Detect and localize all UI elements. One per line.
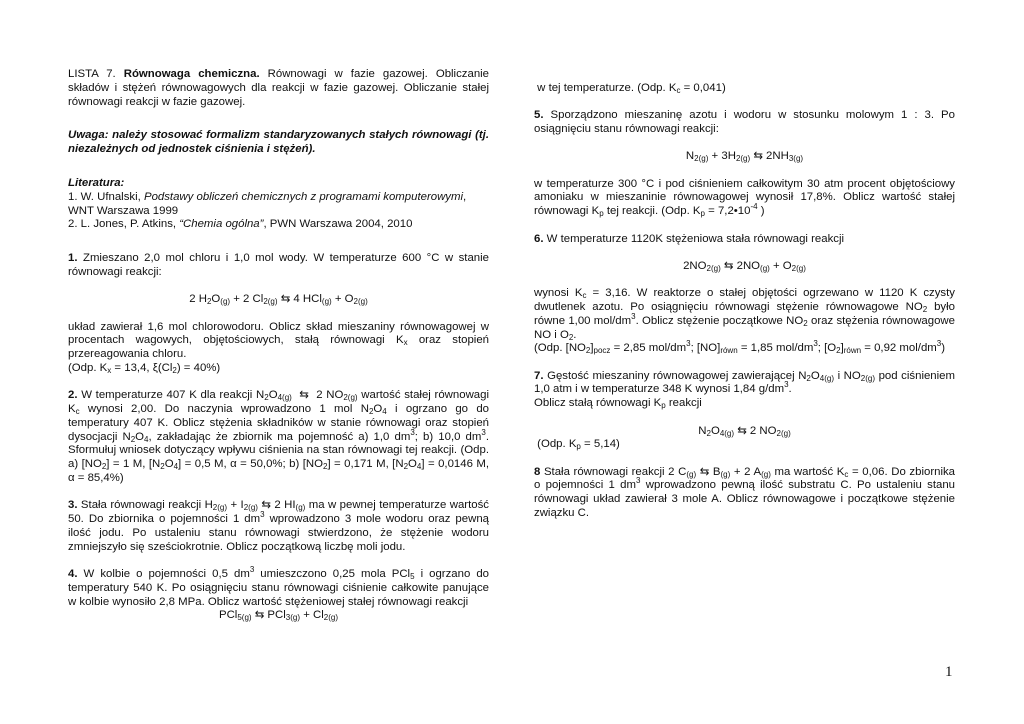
problem-1-text: układ zawierał 1,6 mol chlorowodoru. Oblicz skład mieszaniny równowagowej w procentach wagowych, objętościowych, stałą równowagi $K_x$ oraz stopień przereagowania chloru.: [68, 320, 490, 361]
problem-8: 8 Stała równowagi reakcji 2 $C_{(g)}$ ⇆ $B_{(g)} + 2$ $A_{(g)}$ ma wartość $K_c = 0,06$. Do zbiornika o pojemności 1 $dm^3$ wprowadzono pewną ilość substratu C. Po ustaleniu stanu równowagi układ zawierał 3 mole A. Oblicz równowagowe i początkowe stężenie związku C.: [534, 465, 956, 520]
problem-4-answer: w tej temperaturze. (Odp. $K_c = 0,041$): [537, 82, 726, 95]
problem-2: 2. W temperaturze 407 K dla reakcji $N_2O_{4(g)}$ ⇆ 2 $NO_{2(g)}$ wartość stałej równowagi $K_c$ wynosi 2,00. Do naczynia wprowadzono 1 mol $N_2O_4$ i ogrzano go do temperatury 407 K. Oblicz stężenia składników w stanie równowagi oraz stopień dysocjacji $N_2O_4$, zakładając że zbiornik ma pojemność a) 1,0 $dm^3$; b) 10,0 $dm^3$. Sformułuj wniosek dotyczący wpływu ciśnienia na stan równowagi tej reakcji. (Odp. a) $[NO_2] = 1$ M, $[N_2O_4] = 0,5$ M, α = 50,0%; b) $[NO_2] = 0,171$ M, $[N_2O_4] = 0,0146$ M, α = 85,4%): [68, 389, 489, 485]
equation-5: $N_{2(g)} + 3H_{2(g)}$ ⇆ $2NH_{3(g)}$: [685, 150, 804, 164]
problem-5-text: w temperaturze 300 °C i pod ciśnieniem całkowitym 30 atm procent objętościowy amoniaku w mieszaninie równowagowej wynosił 17,8%. Oblicz wartość stałej równowagi $K_p$ tej reakcji. (Odp. $K_p$ = $7,2•10^{-4}$ ): [534, 177, 955, 219]
problem-1-answer: (Odp. $K_x = 13,4$, $\xi(Cl_2) = 40\%$): [68, 361, 221, 375]
problem-3: 3. Stała równowagi reakcji $H_{2(g)} + I_{2(g)}$ ⇆ 2 $HI_{(g)}$ ma w pewnej temperaturze wartość 50. Do zbiornika o pojemności 1 $dm^3$ wprowadzono 3 mole wodoru oraz pewną ilość jodu. Po ustaleniu stanu równowagi stwierdzono, że stężenie wodoru zmniejszyło się sześciokrotnie. Oblicz początkową liczbę moli jodu.: [68, 499, 489, 553]
problem-6-text: wynosi $K_c = 3,16$. W reaktorze o stałej objętości ogrzewano w 1120 K czysty dwutlenek azotu. Po osiągnięciu równowagi stężenie równowagowe $NO_2$ było równe 1,00 mol/$dm^3$. Oblicz stężenie początkowe $NO_2$ oraz stężenia równowagowe NO i $O_2$. (Odp. $[NO_2]_{pocz} = 2,85$ mol/$dm^3$; $[NO]_{równ} = 1,85$ mol/$dm^3$; $[O_2]_{równ} = 0,92$ mol/$dm^3$): [534, 287, 955, 356]
right-column: [534, 82, 955, 521]
problem-7-answer: (Odp. $K_p = 5,14$): [534, 438, 620, 452]
problem-5: 5. Sporządzono mieszaninę azotu i wodoru w stosunku molowym 1 : 3. Po osiągnięciu stanu równowagi reakcji:: [534, 109, 955, 136]
left-column: [68, 68, 489, 623]
equation-7: $N_2O_{4(g)}$ ⇆ 2 $NO_{2(g)}$: [698, 424, 791, 438]
note: Uwaga: należy stosować formalizm standaryzowanych stałych równowagi (tj. niezależnych od jednostek ciśnienia i stężeń).: [68, 129, 489, 156]
equation-6: $2NO_{2(g)}$ ⇆ $2NO_{(g)} + O_{2(g)}$: [683, 259, 806, 273]
literature-heading: Literatura:: [68, 176, 125, 189]
problem-6: 6. W temperaturze 1120K stężeniowa stała równowagi reakcji: [534, 232, 845, 245]
equation-4: PCl$_{5(g)}$ ⇆ $PCl_{3(g)} + Cl_{2(g)}$: [218, 609, 339, 623]
problem-7: 7. Gęstość mieszaniny równowagowej zawierającej $N_2O_{4(g)}$ i $NO_{2(g)}$ pod ciśnieniem 1,0 atm i w temperaturze 348 K wynosi 1,84 $g/dm^3$. Oblicz stałą równowagi $K_p$ reakcji: [534, 369, 955, 411]
literature-item-2: 2. L. Jones, P. Atkins, “Chemia ogólna”, PWN Warszawa 2004, 2010: [68, 218, 413, 231]
literature-item-1: 1. W. Ufnalski, Podstawy obliczeń chemicznych z programami komputerowymi, WNT Warszawa 1999: [68, 190, 467, 217]
list-title: Równowaga chemiczna.: [123, 68, 260, 80]
problem-4: 4. W kolbie o pojemności 0,5 $dm^3$ umieszczono 0,25 mola PCl$_5$ i ogrzano do temperatury 540 K. Po osiągnięciu stanu równowagi ciśnienie całkowite panujące w kolbie wynosiło 2,8 MPa. Oblicz wartość stężeniowej stałej równowagi reakcji: [68, 565, 490, 608]
page-number: 1: [945, 664, 953, 680]
list-header: LISTA 7. Równowaga chemiczna. Równowagi w fazie gazowej. Obliczanie składów i stężeń równowagowych dla reakcji w fazie gazowej. Obliczanie stałej równowagi reakcji w fazie gazowej.: [68, 68, 490, 108]
equation-1: 2 $H_2O_{(g)} + 2$ $Cl_{2(g)}$ ⇆ 4 $HCl_{(g)} + O_{2(g)}$: [189, 293, 368, 307]
problem-1: 1. Zmieszano 2,0 mol chloru i 1,0 mol wody. W temperaturze 600 °C w stanie równowagi reakcji:: [68, 252, 489, 278]
